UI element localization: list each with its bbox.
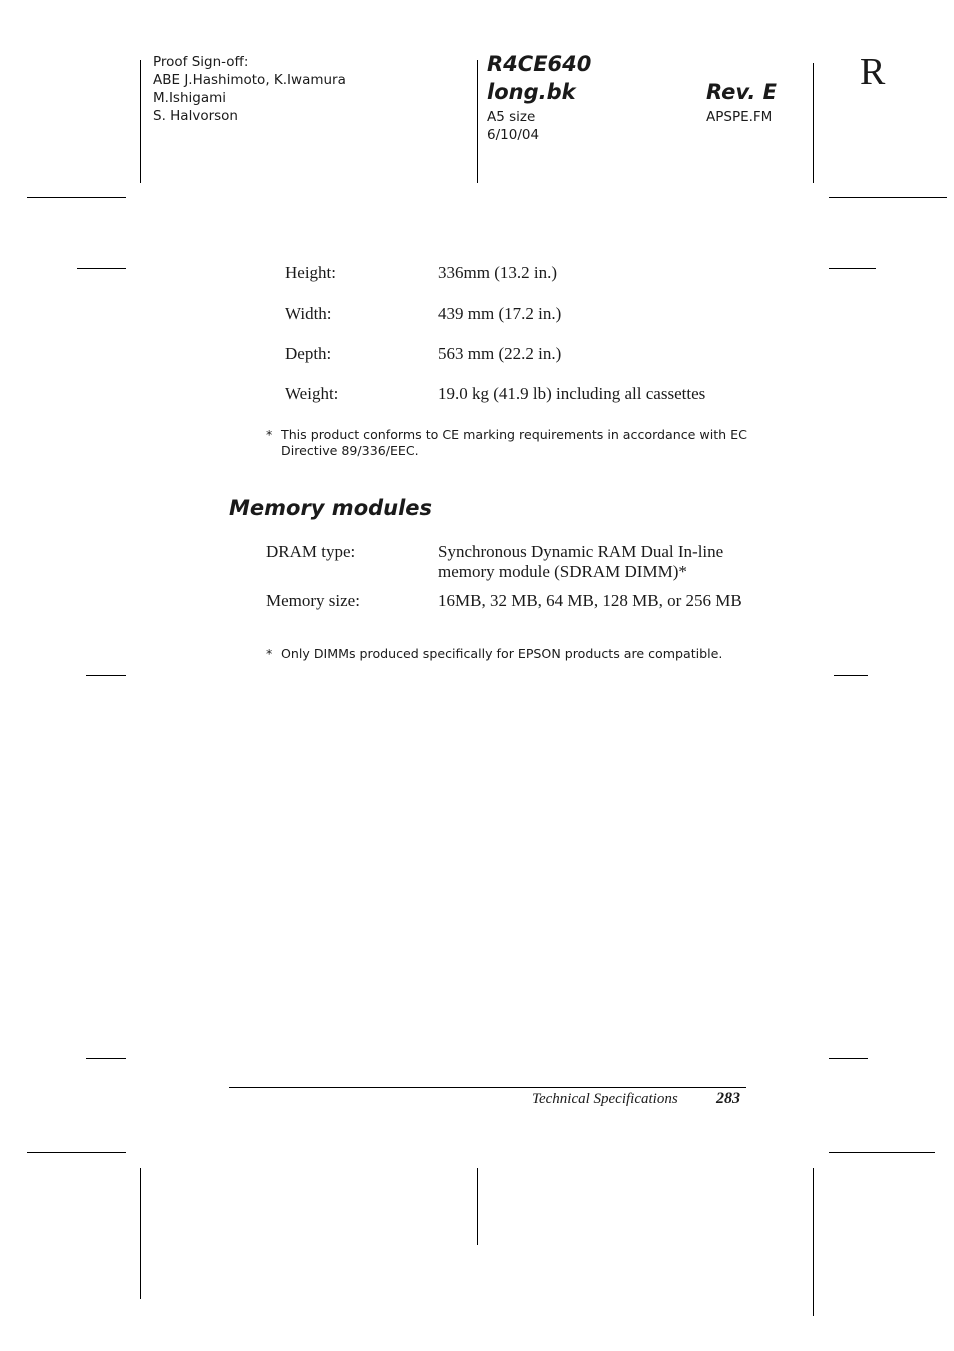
crop-mark-bottom-left-vertical	[140, 1168, 141, 1299]
crop-mark-top-left-horizontal	[27, 197, 126, 198]
weight-label: Weight:	[285, 384, 339, 403]
proof-line: M.Ishigami	[153, 90, 227, 106]
depth-label: Depth:	[285, 344, 332, 363]
trim-mark-upper-left	[77, 268, 126, 269]
page-size-label: A5 size	[487, 109, 536, 125]
proof-line: ABE J.Hashimoto, K.Iwamura	[153, 72, 346, 88]
width-value: 439 mm (17.2 in.)	[438, 304, 562, 323]
crop-mark-top-right-horizontal	[829, 197, 947, 198]
memory-note: Only DIMMs produced specifically for EPSON products are compatible.	[281, 646, 723, 661]
trim-mark-middle-left	[86, 675, 126, 676]
memory-size-value: 16MB, 32 MB, 64 MB, 128 MB, or 256 MB	[438, 591, 742, 610]
crop-mark-bottom-right-horizontal	[829, 1152, 935, 1153]
footer-rule	[229, 1087, 746, 1088]
revision-label: Rev. E	[706, 80, 777, 104]
proof-line: S. Halvorson	[153, 108, 238, 124]
crop-mark-top-left-vertical	[140, 60, 141, 183]
document-code: R4CE640	[487, 52, 592, 76]
trim-mark-middle-right	[834, 675, 868, 676]
page-number: 283	[716, 1090, 740, 1107]
date-label: 6/10/04	[487, 127, 540, 143]
ce-note-line: This product conforms to CE marking requirements in accordance with EC	[281, 427, 747, 442]
height-label: Height:	[285, 263, 336, 282]
file-name-label: APSPE.FM	[706, 109, 773, 125]
crop-mark-bottom-left-horizontal	[27, 1152, 126, 1153]
memory-modules-heading: Memory modules	[229, 496, 433, 520]
book-name: long.bk	[487, 80, 576, 104]
depth-value: 563 mm (22.2 in.)	[438, 344, 562, 363]
dram-type-label: DRAM type:	[266, 542, 356, 561]
proof-line: Proof Sign-off:	[153, 54, 249, 70]
trim-mark-lower-right	[829, 1058, 868, 1059]
crop-mark-top-right-vertical	[813, 63, 814, 183]
ce-note-marker: *	[266, 427, 273, 442]
trim-mark-lower-left	[86, 1058, 126, 1059]
crop-mark-bottom-right-vertical	[813, 1168, 814, 1316]
proof-signoff-block	[153, 53, 346, 125]
registration-letter: R	[860, 51, 886, 93]
dram-type-value-continued: memory module (SDRAM DIMM)*	[438, 562, 687, 581]
height-value: 336mm (13.2 in.)	[438, 263, 557, 282]
footer-section-title: Technical Specifications	[532, 1091, 678, 1107]
memory-size-label: Memory size:	[266, 591, 360, 610]
width-label: Width:	[285, 304, 332, 323]
crop-mark-bottom-center-vertical	[477, 1168, 478, 1245]
weight-value: 19.0 kg (41.9 lb) including all cassettes	[438, 384, 706, 403]
trim-mark-upper-right	[829, 268, 876, 269]
memory-note-marker: *	[266, 646, 273, 661]
dram-type-value: Synchronous Dynamic RAM Dual In-line	[438, 542, 724, 561]
crop-mark-top-center-vertical	[477, 60, 478, 183]
ce-note-line: Directive 89/336/EEC.	[281, 443, 419, 458]
